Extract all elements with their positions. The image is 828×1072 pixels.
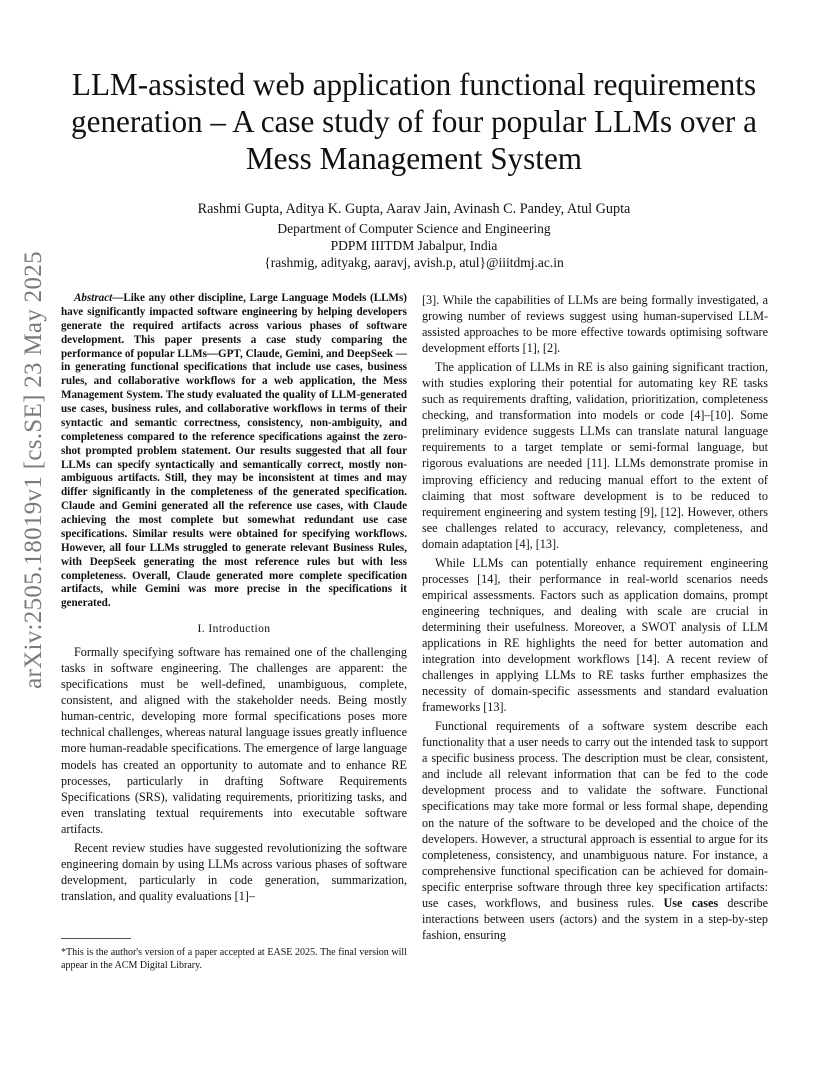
paragraph — [422, 718, 768, 943]
author-emails: {rashmig, adityakg, aaravj, avish.p, atul}@iiitdmj.ac.in — [264, 255, 564, 270]
footnote-rule — [61, 938, 131, 939]
abstract-text: —Like any other discipline, Large Language Models (LLMs) have significantly impacted software engineering by helping developers generate the required artifacts across various phases of software development. This paper presents a case study comparing the performance of popular LLMs—GPT, Claude, Gemini, and DeepSeek — in generating functional specifications that include use cases, business rules, and collaborative workflows for a web application, the Mess Management System. The study evaluated the quality of LLM-generated use cases, business rules, and collaborative workflows in terms of their syntactic and semantic correctness, consistency, non-ambiguity, and completeness compared to the reference specifications against the zero-shot prompted problem statement. Our results suggested that all four LLMs can specify syntactically and semantically correct, mostly non-ambiguous artifacts. Still, they may be inconsistent at times and may differ significantly in the completeness of the generated specification. Claude and Gemini generated all the reference use cases, with Claude achieving the most complete but somewhat redundant use case specifications. Similar results were obtained for specifying workflows. However, all four LLMs struggled to generate relevant Business Rules, with DeepSeek generating the most reference rules but with less completeness. Overall, Claude generated more complete specification artifacts, while Gemini was more precise in the specifications it generated. — [61, 292, 407, 610]
paragraph-text: Functional requirements of a software system describe each functionality that a user needs to carry out the intended task to support a specific business process. The description must be clear, consistent, and include all relevant information that can be fed to the code development process and to validate the software. Functional specifications may take more formal or less formal shape, depending on the nature of the software to be developed and the choice of the developers. However, a structural approach is essential to argue for its completeness, consistency, and unambiguous nature. For instance, a comprehensive functional specification can be achieved for domain-specific enterprise software through three key specification artifacts: use cases, workflows, and business rules. — [422, 719, 768, 910]
abstract-label: Abstract — [74, 292, 113, 304]
paragraph: Recent review studies have suggested revolutionizing the software engineering domain by using LLMs across various phases of software development, particularly in code generation, summarization, translation, and quality evaluations [1]– — [61, 840, 407, 903]
paragraph-text: describe interactions between users (actors) and the system in a step-by-step fashion, ensuring — [422, 895, 769, 942]
department: Department of Computer Science and Engineering — [277, 221, 551, 236]
paragraph: The application of LLMs in RE is also gaining significant traction, with studies exploring their potential for automating key RE tasks such as requirements drafting, validation, prioritization, completeness checking, and transformation into models or code [4]–[10]. Some preliminary evidence suggests LLMs can translate natural language requirements to a target template or semi-formal language, but rigorous evaluations are needed [11]. LLMs demonstrate promise in improving efficiency and reducing manual effort to the extent of claiming that most software development is to be reduced to requirement engineering and system testing [9], [12]. However, others see challenges related to accuracy, relevancy, completeness, and domain adaptation [4], [13]. — [422, 360, 768, 551]
left-column — [61, 292, 407, 904]
right-column — [422, 292, 768, 943]
paper-title: LLM-assisted web application functional requirements generation – A case study of four popular LLMs over a Mess Management System — [71, 67, 757, 176]
author-names: Rashmi Gupta, Aditya K. Gupta, Aarav Jain, Avinash C. Pandey, Atul Gupta — [197, 201, 631, 217]
footnote: *This is the author's version of a paper accepted at EASE 2025. The final version will appear in the ACM Digital Library. — [61, 947, 407, 971]
paragraph: [3]. While the capabilities of LLMs are being formally investigated, a growing number of reviews suggest using human-supervised LLM-assisted approaches to be more effective towards optimising software development efforts [1], [2]. — [422, 293, 768, 356]
abstract — [61, 292, 407, 611]
author-block — [60, 201, 768, 271]
institution: PDPM IIITDM Jabalpur, India — [330, 238, 498, 253]
paragraph: Formally specifying software has remained one of the challenging tasks in software engineering. The challenges are apparent: the specifications must be well-defined, unambiguous, complete, consistent, and aligned with the stakeholder needs. Being mostly human-centric, developing more formal specifications poses more technical challenges, whereas natural language issues greatly influence more human-readable specifications. The emergence of large language models has created an opportunity to automate and to enhance RE processes, particularly in drafting Software Requirements Specifications (SRS), validating requirements, prioritizing tasks, and even translating textual requirements into executable software artifacts. — [61, 645, 407, 836]
paragraph: While LLMs can potentially enhance requirement engineering processes [14], their performance in real-world scenarios needs empirical assessments. Factors such as application domains, prompt engineering techniques, and dealing with scale are crucial in determining their usefulness. Moreover, a SWOT analysis of LLM applications in RE highlights the need for better automation and integration into development workflows [14]. A recent review of challenges in applying LLMs to RE tasks further emphasizes the necessity of domain-specific assessments and standard evaluation frameworks [13]. — [422, 555, 768, 715]
emphasis-use-cases: Use cases — [663, 895, 719, 910]
section-heading-introduction: I. Introduction — [197, 622, 271, 636]
arxiv-identifier: arXiv:2505.18019v1 [cs.SE] 23 May 2025 — [20, 251, 47, 689]
